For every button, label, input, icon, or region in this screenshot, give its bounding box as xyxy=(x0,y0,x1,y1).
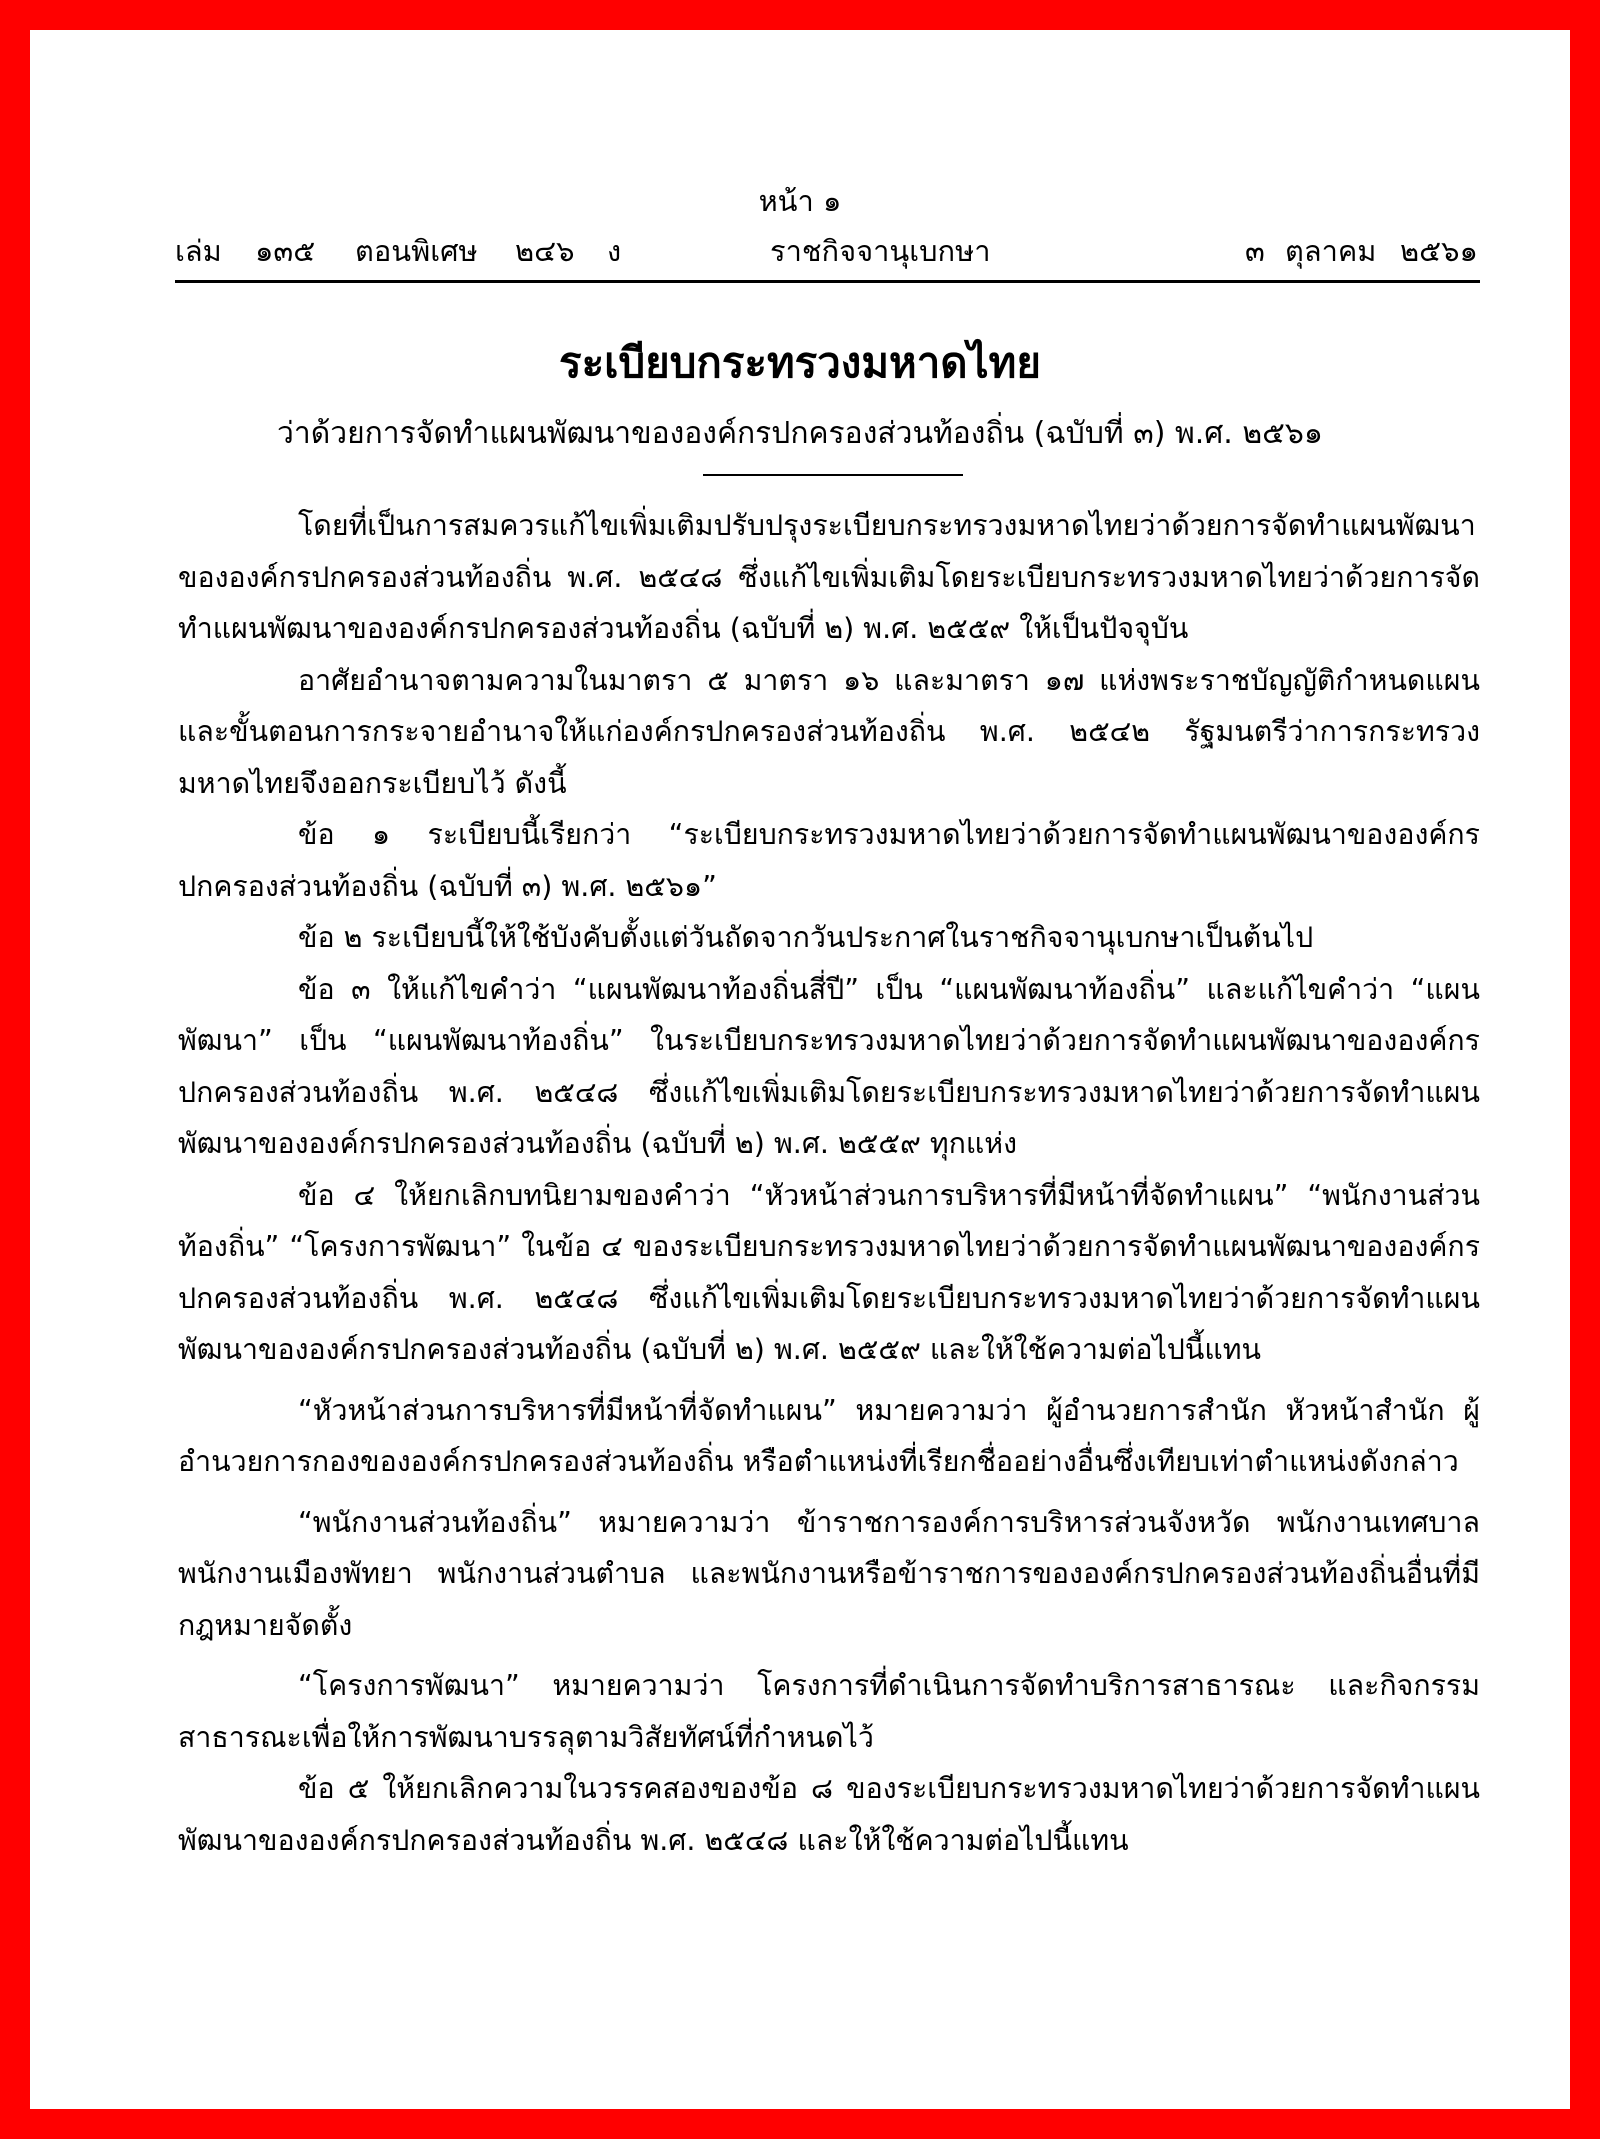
section-letter: ง xyxy=(607,234,622,268)
clause-2: ข้อ ๒ ระเบียบนี้ให้ใช้บังคับตั้งแต่วันถัดจากวันประกาศในราชกิจจานุเบกษาเป็นต้นไป xyxy=(298,921,1314,954)
header-divider xyxy=(175,280,1480,283)
definition-development-project: “โครงการพัฒนา” หมายความว่า โครงการที่ดำเนินการจัดทำบริการสาธารณะ และกิจกรรมสาธารณะเพื่อให้การพัฒนาบรรลุตามวิสัยทัศน์ที่กำหนดไว้ xyxy=(178,1669,1480,1754)
volume-number: ๑๓๕ xyxy=(255,234,316,268)
issue-label: ตอนพิเศษ xyxy=(355,234,478,268)
date-day: ๓ xyxy=(1245,234,1265,268)
definition-local-staff: “พนักงานส่วนท้องถิ่น” หมายความว่า ข้าราชการองค์การบริหารส่วนจังหวัด พนักงานเทศบาล พนักงานเมืองพัทยา พนักงานส่วนตำบล และพนักงานหรือข้าราชการขององค์กรปกครองส่วนท้องถิ่นอื่นที่มีกฎหมายจัดตั้ง xyxy=(178,1505,1480,1642)
clause-4: ข้อ ๔ ให้ยกเลิกบทนิยามของคำว่า “หัวหน้าส่วนการบริหารที่มีหน้าที่จัดทำแผน” “พนักงานส่วนท้องถิ่น” “โครงการพัฒนา” ในข้อ ๔ ของระเบียบกระทรวงมหาดไทยว่าด้วยการจัดทำแผนพัฒนาขององค์กรปกครองส่วนท้องถิ่น พ.ศ. ๒๕๔๘ ซึ่งแก้ไขเพิ่มเติมโดยระเบียบกระทรวงมหาดไทยว่าด้วยการจัดทำแผนพัฒนาขององค์กรปกครองส่วนท้องถิ่น (ฉบับที่ ๒) พ.ศ. ๒๕๕๙ และให้ใช้ความต่อไปนี้แทน xyxy=(178,1178,1480,1366)
clause-5: ข้อ ๕ ให้ยกเลิกความในวรรคสองของข้อ ๘ ของระเบียบกระทรวงมหาดไทยว่าด้วยการจัดทำแผนพัฒนาขององค์กรปกครองส่วนท้องถิ่น พ.ศ. ๒๕๔๘ และให้ใช้ความต่อไปนี้แทน xyxy=(178,1772,1480,1857)
clause-3: ข้อ ๓ ให้แก้ไขคำว่า “แผนพัฒนาท้องถิ่นสี่ปี” เป็น “แผนพัฒนาท้องถิ่น” และแก้ไขคำว่า “แผนพัฒนา” เป็น “แผนพัฒนาท้องถิ่น” ในระเบียบกระทรวงมหาดไทยว่าด้วยการจัดทำแผนพัฒนาขององค์กรปกครองส่วนท้องถิ่น พ.ศ. ๒๕๔๘ ซึ่งแก้ไขเพิ่มเติมโดยระเบียบกระทรวงมหาดไทยว่าด้วยการจัดทำแผนพัฒนาขององค์กรปกครองส่วนท้องถิ่น (ฉบับที่ ๒) พ.ศ. ๒๕๕๙ ทุกแห่ง xyxy=(178,972,1480,1160)
volume-label: เล่ม xyxy=(175,234,222,268)
definition-head-of-admin: “หัวหน้าส่วนการบริหารที่มีหน้าที่จัดทำแผน” หมายความว่า ผู้อำนวยการสำนัก หัวหน้าสำนัก ผู้อำนวยการกองขององค์กรปกครองส่วนท้องถิ่น หรือตำแหน่งที่เรียกชื่ออย่างอื่นซึ่งเทียบเท่าตำแหน่งดังกล่าว xyxy=(178,1393,1480,1478)
document-subtitle: ว่าด้วยการจัดทำแผนพัฒนาขององค์กรปกครองส่วนท้องถิ่น (ฉบับที่ ๓) พ.ศ. ๒๕๖๑ xyxy=(277,416,1323,451)
paragraph-authority: อาศัยอำนาจตามความในมาตรา ๕ มาตรา ๑๖ และมาตรา ๑๗ แห่งพระราชบัญญัติกำหนดแผนและขั้นตอนการกระจายอำนาจให้แก่องค์กรปกครองส่วนท้องถิ่น พ.ศ. ๒๕๔๒ รัฐมนตรีว่าการกระทรวงมหาดไทยจึงออกระเบียบไว้ ดังนี้ xyxy=(178,663,1480,800)
paragraph-preamble: โดยที่เป็นการสมควรแก้ไขเพิ่มเติมปรับปรุงระเบียบกระทรวงมหาดไทยว่าด้วยการจัดทำแผนพัฒนาขององค์กรปกครองส่วนท้องถิ่น พ.ศ. ๒๕๔๘ ซึ่งแก้ไขเพิ่มเติมโดยระเบียบกระทรวงมหาดไทยว่าด้วยการจัดทำแผนพัฒนาขององค์กรปกครองส่วนท้องถิ่น (ฉบับที่ ๒) พ.ศ. ๒๕๕๙ ให้เป็นปัจจุบัน xyxy=(178,509,1480,645)
date-month: ตุลาคม xyxy=(1285,234,1377,268)
document-body xyxy=(178,500,1480,1866)
gazette-page xyxy=(30,30,1570,2109)
issue-number: ๒๔๖ xyxy=(515,234,575,268)
clause-1: ข้อ ๑ ระเบียบนี้เรียกว่า “ระเบียบกระทรวงมหาดไทยว่าด้วยการจัดทำแผนพัฒนาขององค์กรปกครองส่วนท้องถิ่น (ฉบับที่ ๓) พ.ศ. ๒๕๖๑” xyxy=(178,818,1480,903)
page-number: หน้า ๑ xyxy=(758,184,842,218)
title-divider xyxy=(703,474,963,476)
gazette-name: ราชกิจจานุเบกษา xyxy=(770,234,991,268)
date-year: ๒๕๖๑ xyxy=(1400,234,1478,268)
document-title: ระเบียบกระทรวงมหาดไทย xyxy=(559,338,1041,387)
gazette-header xyxy=(175,228,1480,272)
